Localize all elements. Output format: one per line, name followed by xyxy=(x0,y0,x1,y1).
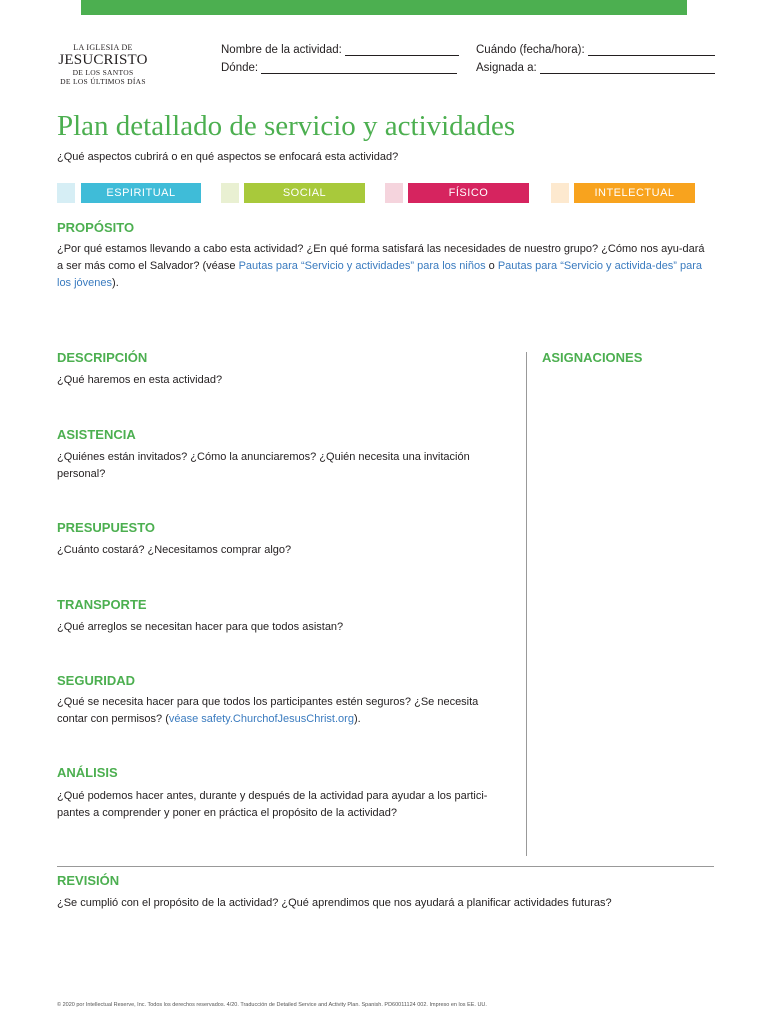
column-divider xyxy=(526,352,527,856)
logo-line-3: DE LOS SANTOS xyxy=(72,68,134,77)
page-title: Plan detallado de servicio y actividades xyxy=(57,110,516,142)
assignments-heading: ASIGNACIONES xyxy=(542,350,643,365)
assigned-input[interactable] xyxy=(540,62,715,74)
intellectual-label: INTELECTUAL xyxy=(574,183,695,203)
logo-line-1: LA IGLESIA DE xyxy=(73,43,133,52)
youth-guidelines-link[interactable]: Pautas para “Servicio y activida-des” para los jóvenes xyxy=(57,260,703,289)
activity-name-label: Nombre de la actividad: xyxy=(221,44,342,56)
page-subtitle: ¿Qué aspectos cubrirá o en qué aspectos se enfocará esta actividad? xyxy=(57,151,399,163)
location-field xyxy=(221,62,457,74)
attendance-heading: ASISTENCIA xyxy=(57,427,136,442)
section-divider xyxy=(57,866,714,867)
purpose-text xyxy=(57,241,713,292)
transport-text: ¿Qué arreglos se necesitan hacer para que todos asistan? xyxy=(57,621,344,633)
analysis-heading: ANÁLISIS xyxy=(57,765,118,780)
activity-name-input[interactable] xyxy=(345,44,459,56)
purpose-text-1: ¿Por qué estamos llevando a cabo esta actividad? ¿En qué forma satisfará las necesidades de nuestro grupo? ¿Cómo nos ayu-dará a ser más como el Salvador? (véase xyxy=(57,243,705,272)
purpose-text-2: o xyxy=(485,260,498,272)
transport-heading: TRANSPORTE xyxy=(57,597,147,612)
logo-line-2: JESUCRISTO xyxy=(58,52,148,68)
copyright-footer: © 2020 por Intellectual Reserve, Inc. Todos los derechos reservados. 4/20. Traducción de Detailed Service and Activity Plan. Spanish. PD60011124 002. Impreso en los EE. UU. xyxy=(57,1002,487,1008)
intellectual-checkbox[interactable] xyxy=(551,183,569,203)
purpose-text-3: ). xyxy=(112,277,119,289)
social-label: SOCIAL xyxy=(244,183,365,203)
church-logo xyxy=(48,44,158,85)
description-heading: DESCRIPCIÓN xyxy=(57,350,148,365)
location-label: Dónde: xyxy=(221,62,259,74)
assigned-label: Asignada a: xyxy=(476,62,537,74)
when-label: Cuándo (fecha/hora): xyxy=(476,44,585,56)
safety-link[interactable]: véase safety.ChurchofJesusChrist.org xyxy=(168,713,354,725)
attendance-text: ¿Quiénes están invitados? ¿Cómo la anunciaremos? ¿Quién necesita una invitación personal? xyxy=(57,451,470,480)
activity-name-field xyxy=(221,44,459,56)
physical-label: FÍSICO xyxy=(408,183,529,203)
safety-text xyxy=(57,694,502,728)
purpose-heading: PROPÓSITO xyxy=(57,220,135,235)
logo-line-4: DE LOS ÚLTIMOS DÍAS xyxy=(60,76,146,86)
safety-text-1: ¿Qué se necesita hacer para que todos los participantes estén seguros? ¿Se necesita contar con permisos? ( xyxy=(57,696,479,725)
review-heading: REVISIÓN xyxy=(57,873,120,888)
top-green-bar xyxy=(81,0,687,15)
location-input[interactable] xyxy=(261,62,457,74)
budget-heading: PRESUPUESTO xyxy=(57,520,156,535)
spiritual-checkbox[interactable] xyxy=(57,183,75,203)
assigned-field xyxy=(476,62,715,74)
review-text: ¿Se cumplió con el propósito de la actividad? ¿Qué aprendimos que nos ayudará a planificar actividades futuras? xyxy=(57,897,612,909)
when-input[interactable] xyxy=(588,44,715,56)
analysis-text: ¿Qué podemos hacer antes, durante y después de la actividad para ayudar a los partici-pantes a comprender y poner en práctica el propósito de la actividad? xyxy=(57,790,488,819)
physical-checkbox[interactable] xyxy=(385,183,403,203)
safety-heading: SEGURIDAD xyxy=(57,673,136,688)
social-checkbox[interactable] xyxy=(221,183,239,203)
budget-text: ¿Cuánto costará? ¿Necesitamos comprar algo? xyxy=(57,544,292,556)
children-guidelines-link[interactable]: Pautas para “Servicio y actividades” para los niños xyxy=(238,260,486,272)
description-text: ¿Qué haremos en esta actividad? xyxy=(57,374,223,386)
spiritual-label: ESPIRITUAL xyxy=(81,183,201,203)
when-field xyxy=(476,44,715,56)
safety-text-2: ). xyxy=(353,713,361,725)
